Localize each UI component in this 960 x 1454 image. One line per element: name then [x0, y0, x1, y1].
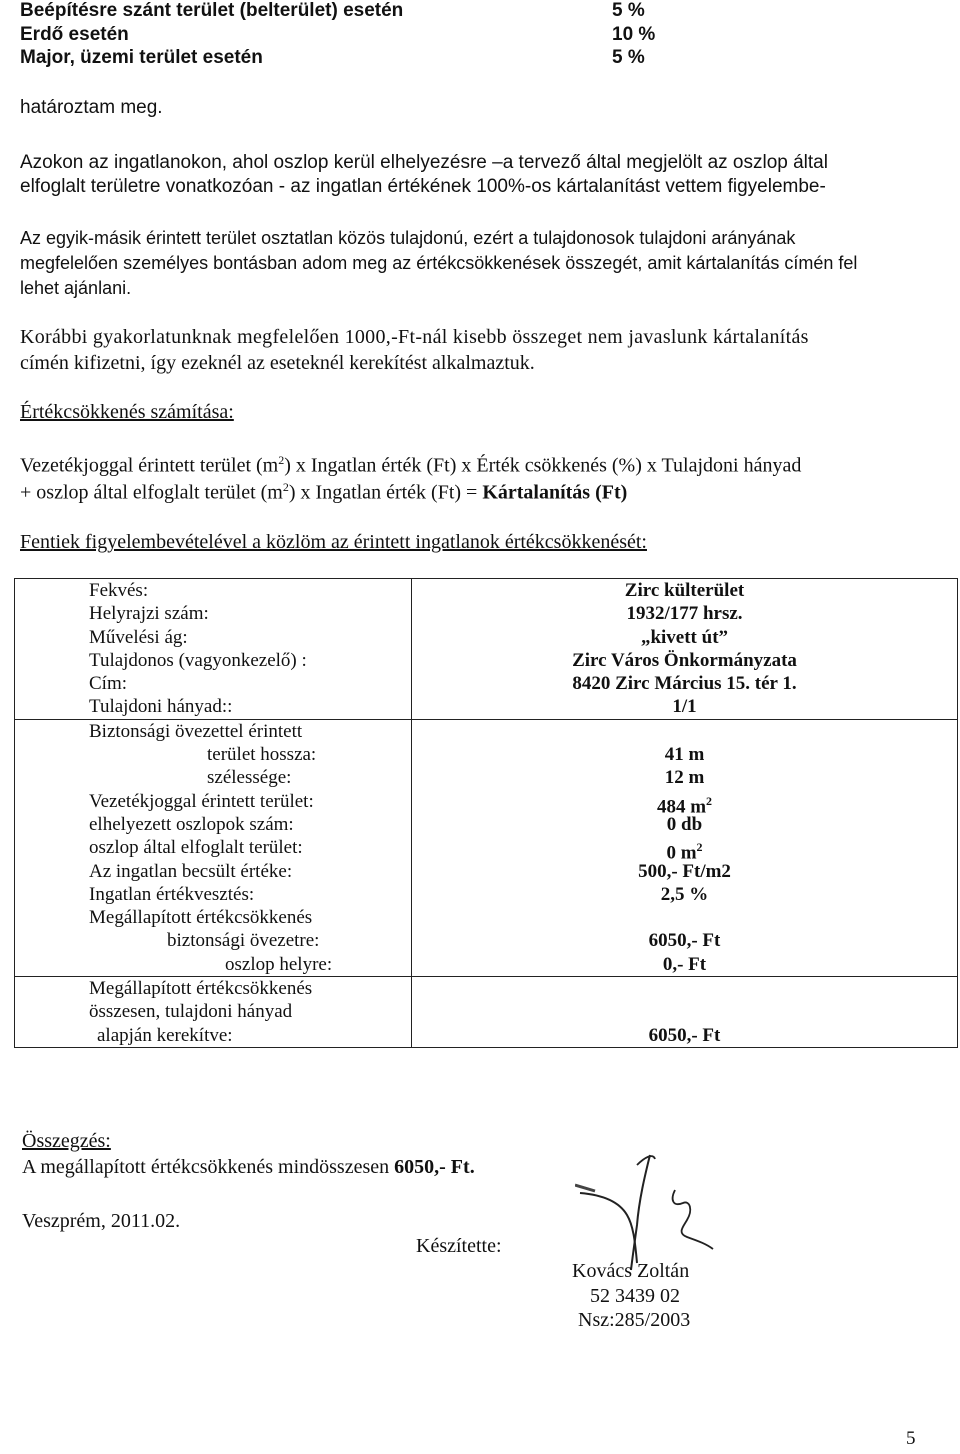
label-cell — [15, 977, 412, 1048]
rate-value-erdo: 10 % — [612, 24, 656, 45]
label-biztonsagi-ovezetre: biztonsági övezetre: — [167, 930, 320, 952]
value-hanyad: 1/1 — [672, 696, 697, 718]
label-oszlop-terulet: oszlop által elfoglalt terület: — [89, 837, 303, 859]
summary-heading: Összegzés: — [22, 1130, 111, 1152]
paragraph-osztatlan-line2: megfelelően személyes bontásban adom meg az értékcsökkenések összegét, amit kártalanítás címén fel — [20, 253, 858, 273]
value-cim: 8420 Zirc Március 15. tér 1. — [572, 673, 797, 695]
formula-result: Kártalanítás (Ft) — [482, 481, 628, 504]
label-oszlopok: elhelyezett oszlopok szám: — [89, 813, 294, 835]
label-hrsz: Helyrajzi szám: — [89, 603, 209, 625]
paragraph-oszlop-line2: elfoglalt területre vonatkozóan - az ingatlan értékének 100%-os kártalanítást vettem figyelembe- — [20, 176, 826, 197]
paragraph-korabbi-line1: Korábbi gyakorlatunknak megfelelően 1000,-Ft-nál kisebb összeget nem javaslunk kártalanítás — [20, 326, 809, 348]
table-row — [15, 579, 958, 720]
table-heading: Fentiek figyelembevételével a közlöm az érintett ingatlanok értékcsökkenését: — [20, 531, 647, 553]
prepared-by-label: Készítette: — [416, 1235, 502, 1257]
rate-label-belterulet: Beépítésre szánt terület (belterület) esetén — [20, 0, 404, 21]
table-row — [15, 977, 958, 1048]
summary-text: A megállapított értékcsökkenés mindösszesen 6050,- Ft. — [22, 1156, 475, 1178]
label-hossz: terület hossza: — [207, 744, 317, 766]
label-osszesen-2: összesen, tulajdoni hányad — [89, 1001, 293, 1023]
formula-line1: Vezetékjoggal érintett terület $(m^2)$ x Ingatlan érték (Ft) x Érték csökkenés (%) x Tulajdoni hányad — [20, 453, 802, 477]
label-cim: Cím: — [89, 673, 128, 695]
label-megallapitott: Megállapított értékcsökkenés — [89, 907, 313, 929]
value-biztonsagi-ovezet: 6050,- Ft — [648, 930, 721, 952]
label-cell — [15, 719, 412, 976]
paragraph-osztatlan-line3: lehet ajánlani. — [20, 278, 132, 298]
value-vezetek: 484 $m^2$ — [656, 793, 713, 817]
label-oszlop-helyre: oszlop helyre: — [225, 953, 333, 975]
paragraph-korabbi-line2: címén kifizetni, így ezeknél az eseteknél kerekítést alkalmaztuk. — [20, 352, 535, 374]
calculation-heading: Értékcsökkenés számítása: — [20, 401, 234, 423]
page-number: 5 — [906, 1428, 916, 1449]
label-vezetek: Vezetékjoggal érintett terület: — [89, 790, 314, 812]
signer-id: 52 3439 02 — [590, 1285, 680, 1307]
label-tulajdonos: Tulajdonos (vagyonkezelő) : — [89, 649, 307, 671]
value-muvelesi: „kivett út” — [640, 626, 729, 648]
value-szelesseg: 12 m — [664, 767, 705, 789]
label-osszesen-1: Megállapított értékcsökkenés — [89, 978, 313, 1000]
table-row — [15, 719, 958, 976]
rate-label-major: Major, üzemi terület esetén — [20, 47, 263, 68]
label-szelesseg: szélessége: — [207, 767, 292, 789]
summary-amount: 6050,- Ft — [394, 1156, 470, 1178]
signer-registration: Nsz:285/2003 — [578, 1309, 691, 1331]
label-cell — [15, 579, 412, 720]
value-fekves: Zirc külterület — [624, 580, 745, 601]
value-cell — [412, 719, 958, 976]
paragraph-osztatlan-line1: Az egyik-másik érintett terület osztatlan közös tulajdonú, ezért a tulajdonosok tulajdoni arányának — [20, 228, 796, 248]
value-cell — [412, 579, 958, 720]
label-hanyad: Tulajdoni hányad:: — [89, 696, 233, 718]
value-osszesen: 6050,- Ft — [648, 1024, 721, 1046]
label-osszesen-3: alapján kerekítve: — [97, 1024, 233, 1046]
label-becsult: Az ingatlan becsült értéke: — [89, 860, 293, 882]
value-cell — [412, 977, 958, 1048]
rate-value-major: 5 % — [612, 47, 645, 68]
property-table — [14, 578, 958, 1048]
paragraph-hatarozam: határoztam meg. — [20, 97, 163, 118]
label-fekves: Fekvés: — [89, 580, 149, 601]
place-date: Veszprém, 2011.02. — [22, 1210, 181, 1232]
rate-value-belterulet: 5 % — [612, 0, 645, 21]
value-hrsz: 1932/177 hrsz. — [626, 603, 743, 625]
paragraph-oszlop-line1: Azokon az ingatlanokon, ahol oszlop kerül elhelyezésre –a tervező által megjelölt az oszlop által — [20, 152, 828, 173]
value-oszlop-hely: 0,- Ft — [662, 953, 707, 975]
value-hossz: 41 m — [664, 744, 705, 766]
value-becsult: 500,- Ft/m2 — [638, 860, 731, 882]
signer-name: Kovács Zoltán — [572, 1260, 690, 1282]
label-ertekvesztes: Ingatlan értékvesztés: — [89, 883, 255, 905]
value-oszlopok: 0 db — [666, 813, 703, 835]
label-biztonsagi: Biztonsági övezettel érintett — [89, 720, 303, 742]
value-oszlop-terulet: 0 $m^2$ — [666, 840, 703, 864]
value-tulajdonos: Zirc Város Önkormányzata — [572, 649, 797, 671]
formula-line2: + oszlop által elfoglalt terület $(m^2)$ x Ingatlan érték (Ft) = Kártalanítás (Ft) — [20, 480, 628, 504]
value-ertekvesztes: 2,5 % — [660, 883, 709, 905]
rate-label-erdo: Erdő esetén — [20, 24, 129, 45]
label-muvelesi: Művelési ág: — [89, 626, 188, 648]
